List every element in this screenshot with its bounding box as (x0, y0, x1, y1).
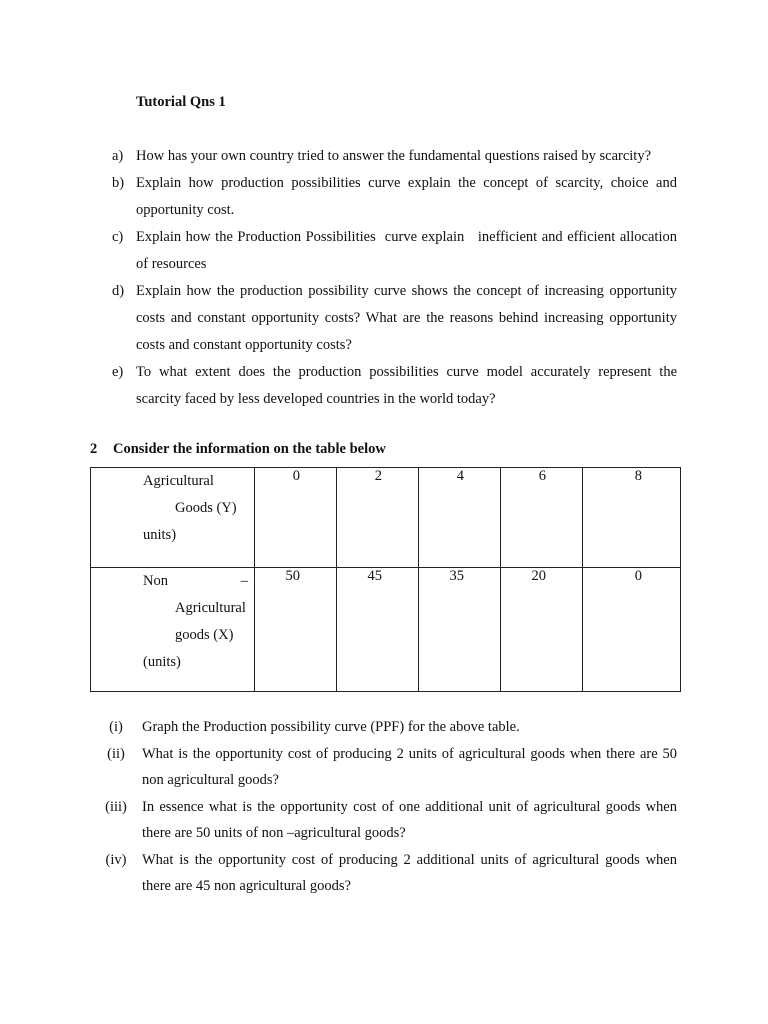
question-2-heading-text: Consider the information on the table below (113, 441, 386, 457)
table-row (91, 468, 681, 568)
question-2-number: 2 (90, 441, 98, 457)
question-label: a) (112, 148, 124, 164)
page-title: Tutorial Qns 1 (136, 94, 226, 110)
question-item (100, 224, 681, 278)
question-list (100, 143, 681, 413)
cell-value: 6 (538, 468, 546, 484)
question-text: To what extent does the production possibilities curve model accurately represent the scarcity faced by less developed countries in the world today? (136, 364, 677, 407)
table-cell (419, 568, 501, 692)
question-item (100, 143, 677, 170)
cell-value: 35 (449, 568, 464, 584)
table-cell (337, 468, 419, 568)
subquestion-text: What is the opportunity cost of producing 2 units of agricultural goods when there are 50 non agricultural goods? (142, 745, 677, 788)
subquestion-text: Graph the Production possibility curve (PPF) for the above table. (142, 719, 520, 735)
cell-value: 45 (367, 568, 382, 584)
row-label-word: Non (143, 573, 168, 589)
cell-value: 4 (456, 468, 464, 484)
row-label-line: Agricultural (143, 473, 214, 489)
row-label-cell (91, 568, 255, 692)
question-text: Explain how production possibilities curve explain the concept of scarcity, choice and opportunity cost. (136, 175, 677, 218)
subquestion-item (90, 741, 677, 794)
question-text: Explain how the production possibility curve shows the concept of increasing opportunity costs and constant opportunity costs? What are the reasons behind increasing opportunity costs and constant opportunity costs? (136, 283, 677, 353)
table-cell (255, 568, 337, 692)
row-label-line: goods (X) (175, 627, 234, 643)
subquestion-label: (iv) (105, 851, 127, 868)
question-label: e) (112, 364, 124, 380)
row-label-line: Agricultural (175, 600, 246, 616)
subquestion-label: (ii) (107, 745, 125, 762)
subquestion-item (90, 714, 677, 741)
question-item (100, 278, 677, 359)
subquestion-text: What is the opportunity cost of producing 2 additional units of agricultural goods when there are 45 non agricultural goods? (142, 851, 677, 894)
question-label: c) (112, 229, 124, 245)
cell-value: 8 (634, 468, 642, 484)
question-label: d) (112, 283, 125, 299)
subquestion-text: In essence what is the opportunity cost of one additional unit of agricultural goods when there are 50 units of non –agricultural goods? (142, 798, 677, 841)
row-label-line: Goods (Y) (175, 500, 237, 516)
cell-value: 0 (634, 568, 642, 584)
question-item (100, 170, 677, 224)
table-cell (419, 468, 501, 568)
table-cell (501, 568, 583, 692)
question-2-heading (90, 441, 386, 458)
question-item (100, 359, 677, 413)
subquestion-label: (i) (109, 719, 123, 735)
subquestion-item (90, 794, 677, 847)
subquestion-label: (iii) (105, 798, 127, 815)
row-label-dash: – (240, 573, 248, 589)
data-table (90, 467, 681, 692)
question-text: How has your own country tried to answer the fundamental questions raised by scarcity? (136, 148, 652, 164)
question-label: b) (112, 175, 125, 191)
question-text: Explain how the Production Possibilities curve explain inefficient and efficient allocation of resources (136, 229, 681, 272)
cell-value: 0 (292, 468, 300, 484)
cell-value: 50 (285, 568, 300, 584)
row-label-line: units) (143, 527, 177, 543)
subquestion-item (90, 847, 677, 900)
table-cell (583, 568, 681, 692)
subquestion-list (90, 714, 677, 900)
row-label-line: (units) (143, 654, 181, 670)
table-cell (501, 468, 583, 568)
table-cell (255, 468, 337, 568)
row-label-line (91, 568, 254, 595)
table-cell (337, 568, 419, 692)
table-cell (583, 468, 681, 568)
cell-value: 2 (374, 468, 382, 484)
cell-value: 20 (531, 568, 546, 584)
table-row (91, 568, 681, 692)
row-label-cell (91, 468, 255, 568)
